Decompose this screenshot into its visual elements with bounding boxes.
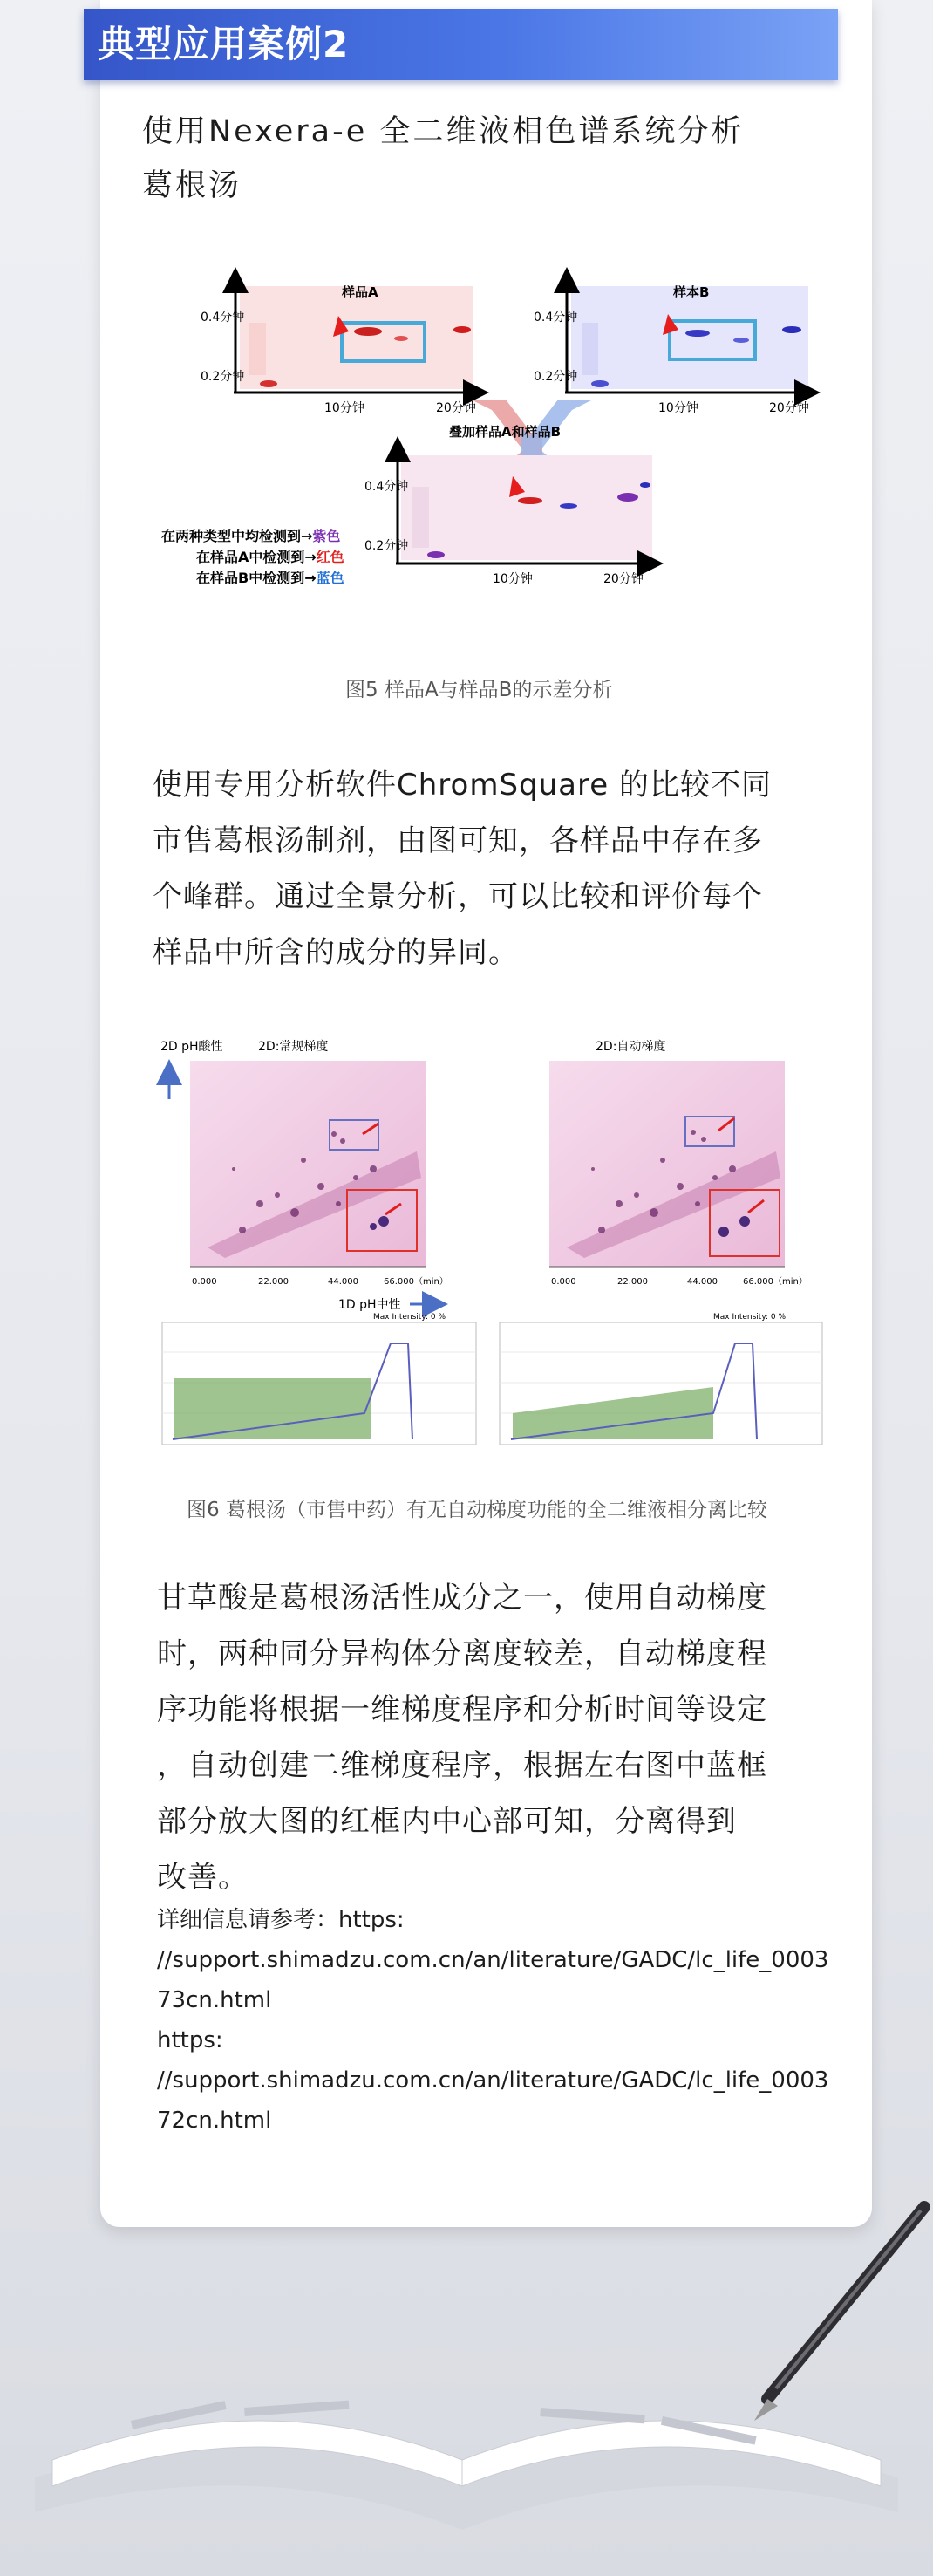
paragraph-2-line: 序功能将根据一维梯度程序和分析时间等设定 (157, 1692, 767, 1727)
right-x-tick: 44.000 (687, 1277, 718, 1287)
sample-b-y-tick-04: 0.4分钟 (534, 311, 578, 325)
paragraph-1-line: 个峰群。通过全景分析，可以比较和评价每个 (153, 879, 763, 914)
sample-b-x-tick-20: 20分钟 (769, 401, 809, 415)
open-book-pen-illustration (0, 2198, 933, 2576)
reference-link-1[interactable]: //support.shimadzu.com.cn/an/literature/GADC/lc_life_0003 (157, 1947, 829, 1973)
figure5-caption: 图5 样品A与样品B的示差分析 (345, 679, 613, 701)
max-intensity-right: Max Intensity: 0 % (713, 1313, 787, 1322)
reference-intro: 详细信息请参考：https: (157, 1907, 405, 1933)
paragraph-1-line: 使用专用分析软件ChromSquare 的比较不同 (153, 768, 772, 803)
reference-label-2: https: (157, 2027, 223, 2053)
sample-a-x-tick-10: 10分钟 (324, 401, 364, 415)
left-x-tick: 0.000 (192, 1277, 217, 1287)
figure6-2d-comparison (155, 1029, 835, 1466)
sample-b-panel (534, 272, 815, 415)
paragraph-2 (157, 1570, 837, 1905)
paragraph-1 (153, 757, 833, 981)
left-x-tick: 44.000 (328, 1277, 358, 1287)
paragraph-1-line: 样品中所含的成分的异同。 (153, 935, 519, 970)
right-x-tick: 22.000 (617, 1277, 648, 1287)
overlay-y-tick-04: 0.4分钟 (364, 480, 409, 494)
label-normal-gradient: 2D:常规梯度 (258, 1040, 329, 1054)
overlay-x-tick-10: 10分钟 (493, 572, 533, 586)
heatmap-normal-gradient (190, 1061, 448, 1287)
label-auto-gradient: 2D:自动梯度 (596, 1040, 666, 1054)
subtitle-line-2: 葛根汤 (142, 168, 242, 203)
legend-sample-a: 在样品A中检测到→红色 (196, 549, 344, 565)
legend-sample-b: 在样品B中检测到→蓝色 (196, 570, 344, 586)
sample-a-panel (201, 272, 484, 415)
paragraph-2-line: 甘草酸是葛根汤活性成分之一，使用自动梯度 (157, 1581, 767, 1616)
overlay-label: 叠加样品A和样品B (449, 424, 562, 440)
chromatogram-auto (500, 1313, 822, 1445)
section-header (84, 9, 838, 80)
paragraph-2-line: ，自动创建二维梯度程序，根据左右图中蓝框 (157, 1748, 767, 1783)
reference-link-2[interactable]: //support.shimadzu.com.cn/an/literature/GADC/lc_life_0003 (157, 2067, 829, 2094)
chromatogram-normal (162, 1313, 476, 1445)
subtitle-line-1: 使用Nexera-e 全二维液相色谱系统分析 (142, 114, 745, 149)
figure5-legend (161, 528, 344, 586)
label-2d-ph-acid: 2D pH酸性 (160, 1040, 223, 1054)
reference-link-1-tail[interactable]: 73cn.html (157, 1987, 272, 2013)
left-x-tick: 22.000 (258, 1277, 289, 1287)
sample-a-x-tick-20: 20分钟 (436, 401, 476, 415)
right-x-tick: 66.000（min） (743, 1277, 807, 1287)
paragraph-1-line: 市售葛根汤制剂，由图可知，各样品中存在多 (153, 823, 763, 858)
label-1d-ph-neutral: 1D pH中性 (338, 1298, 401, 1312)
paragraph-2-line: 时，两种同分异构体分离度较差，自动梯度程 (157, 1636, 767, 1671)
overlay-panel (364, 441, 658, 586)
references (157, 1900, 837, 2141)
sample-b-x-tick-10: 10分钟 (658, 401, 698, 415)
sample-b-y-tick-02: 0.2分钟 (534, 370, 578, 384)
pen-icon (754, 2207, 924, 2421)
left-x-tick: 66.000（min） (384, 1277, 448, 1287)
case-subtitle (142, 105, 831, 213)
reference-link-2-tail[interactable]: 72cn.html (157, 2108, 272, 2134)
heatmap-auto-gradient (549, 1061, 807, 1287)
sample-a-label: 样品A (342, 284, 378, 300)
sample-a-y-tick-04: 0.4分钟 (201, 311, 245, 325)
sample-a-y-tick-02: 0.2分钟 (201, 370, 245, 384)
overlay-x-tick-20: 20分钟 (603, 572, 644, 586)
max-intensity-left: Max Intensity: 0 % (373, 1313, 446, 1322)
right-x-tick: 0.000 (551, 1277, 576, 1287)
section-title: 典型应用案例2 (98, 23, 350, 65)
paragraph-2-line: 部分放大图的红框内中心部可知，分离得到 (157, 1804, 737, 1839)
overlay-y-tick-02: 0.2分钟 (364, 539, 409, 553)
paragraph-2-line: 改善。 (157, 1860, 249, 1895)
legend-both: 在两种类型中均检测到→紫色 (161, 528, 341, 544)
figure5-differential-diagram (140, 253, 837, 654)
figure6-caption: 图6 葛根汤（市售中药）有无自动梯度功能的全二维液相分离比较 (187, 1499, 767, 1521)
sample-b-label: 样本B (673, 284, 710, 300)
